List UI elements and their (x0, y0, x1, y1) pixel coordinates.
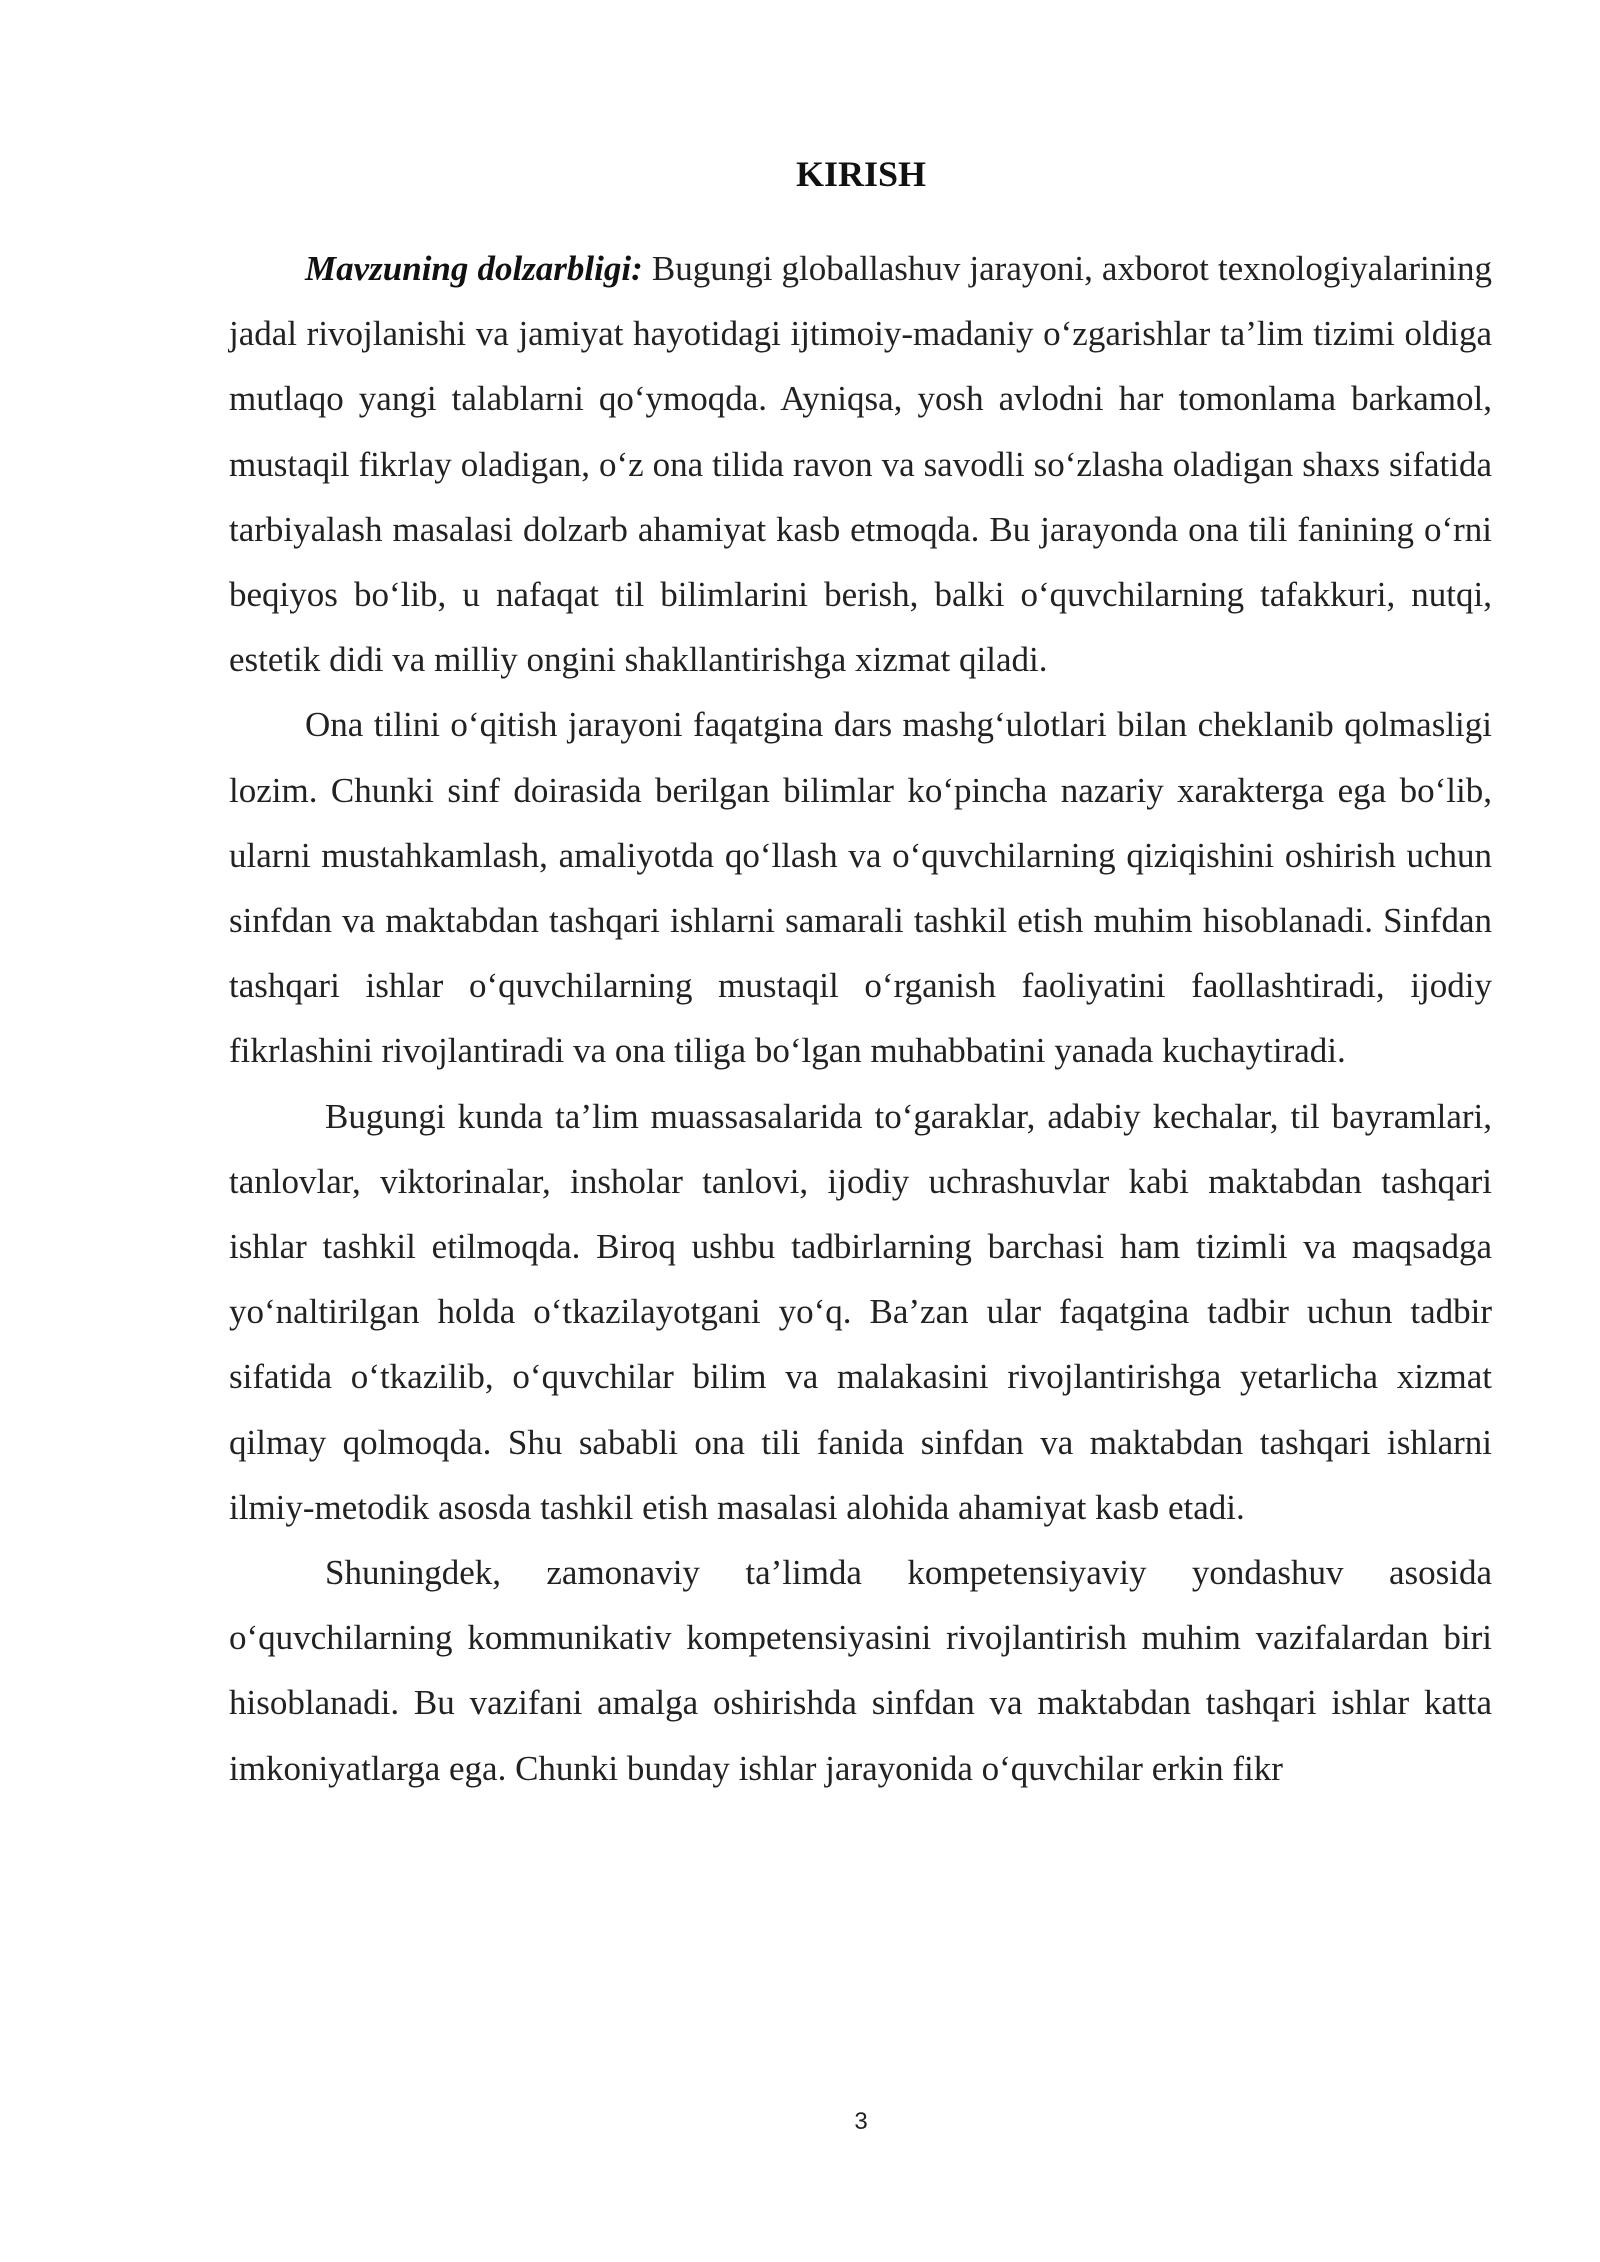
page-title: KIRISH (795, 154, 927, 194)
paragraph-teaching: Ona tilini o‘qitish jarayoni faqatgina dars mashg‘ulotlari bilan cheklanib qolmasligi lozim. Chunki sinf doirasida berilgan bilimlar ko‘pincha nazariy xarakterga ega bo‘lib, ularni mustahkamlash, amaliyotda qo‘llash va o‘quvchilarning qiziqishini oshirish uchun sinfdan va maktabdan tashqari ishlarni samarali tashkil etish muhim hisoblanadi. Sinfdan tashqari ishlar o‘quvchilarning mustaqil o‘rganish faoliyatini faollashtiradi, ijodiy fikrlashini rivojlantiradi va ona tiliga bo‘lgan muhabbatini yanada kuchaytiradi. (229, 705, 1492, 1071)
paragraph-relevance (229, 236, 1492, 692)
page-number: 3 (854, 2108, 868, 2135)
paragraph-text: Bugungi globallashuv jarayoni, axborot texnologiyalarining jadal rivojlanishi va jamiyat hayotidagi ijtimoiy-madaniy o‘zgarishlar ta’lim tizimi oldiga mutlaqo yangi talablarni qo‘ymoqda. Ayniqsa, yosh avlodni har tomonlama barkamol, mustaqil fikrlay oladigan, o‘z ona tilida ravon va savodli so‘zlasha oladigan shaxs sifatida tarbiyalash masalasi dolzarb ahamiyat kasb etmoqda. Bu jarayonda ona tili fanining o‘rni beqiyos bo‘lib, u nafaqat til bilimlarini berish, balki o‘quvchilarning tafakkuri, nutqi, estetik didi va milliy ongini shakllantirishga xizmat qiladi. (229, 249, 1492, 680)
paragraph-competence: Shuningdek, zamonaviy ta’limda kompetensiyaviy yondashuv asosida o‘quvchilarning kommunikativ kompetensiyasini rivojlantirish muhim vazifalardan biri hisoblanadi. Bu vazifani amalga oshirishda sinfdan va maktabdan tashqari ishlar katta imkoniyatlarga ega. Chunki bunday ishlar jarayonida o‘quvchilar erkin fikr (229, 1553, 1492, 1788)
body-text (229, 236, 1492, 1801)
paragraph-activities: Bugungi kunda ta’lim muassasalarida to‘garaklar, adabiy kechalar, til bayramlari, tanlovlar, viktorinalar, insholar tanlovi, ijodiy uchrashuvlar kabi maktabdan tashqari ishlar tashkil etilmoqda. Biroq ushbu tadbirlarning barchasi ham tizimli va maqsadga yo‘naltirilgan holda o‘tkazilayotgani yo‘q. Ba’zan ular faqatgina tadbir uchun tadbir sifatida o‘tkazilib, o‘quvchilar bilim va malakasini rivojlantirishga yetarlicha xizmat qilmay qolmoqda. Shu sababli ona tili fanida sinfdan va maktabdan tashqari ishlarni ilmiy-metodik asosda tashkil etish masalasi alohida ahamiyat kasb etadi. (229, 1096, 1492, 1527)
paragraph-lead: Mavzuning dolzarbligi: (305, 249, 643, 288)
